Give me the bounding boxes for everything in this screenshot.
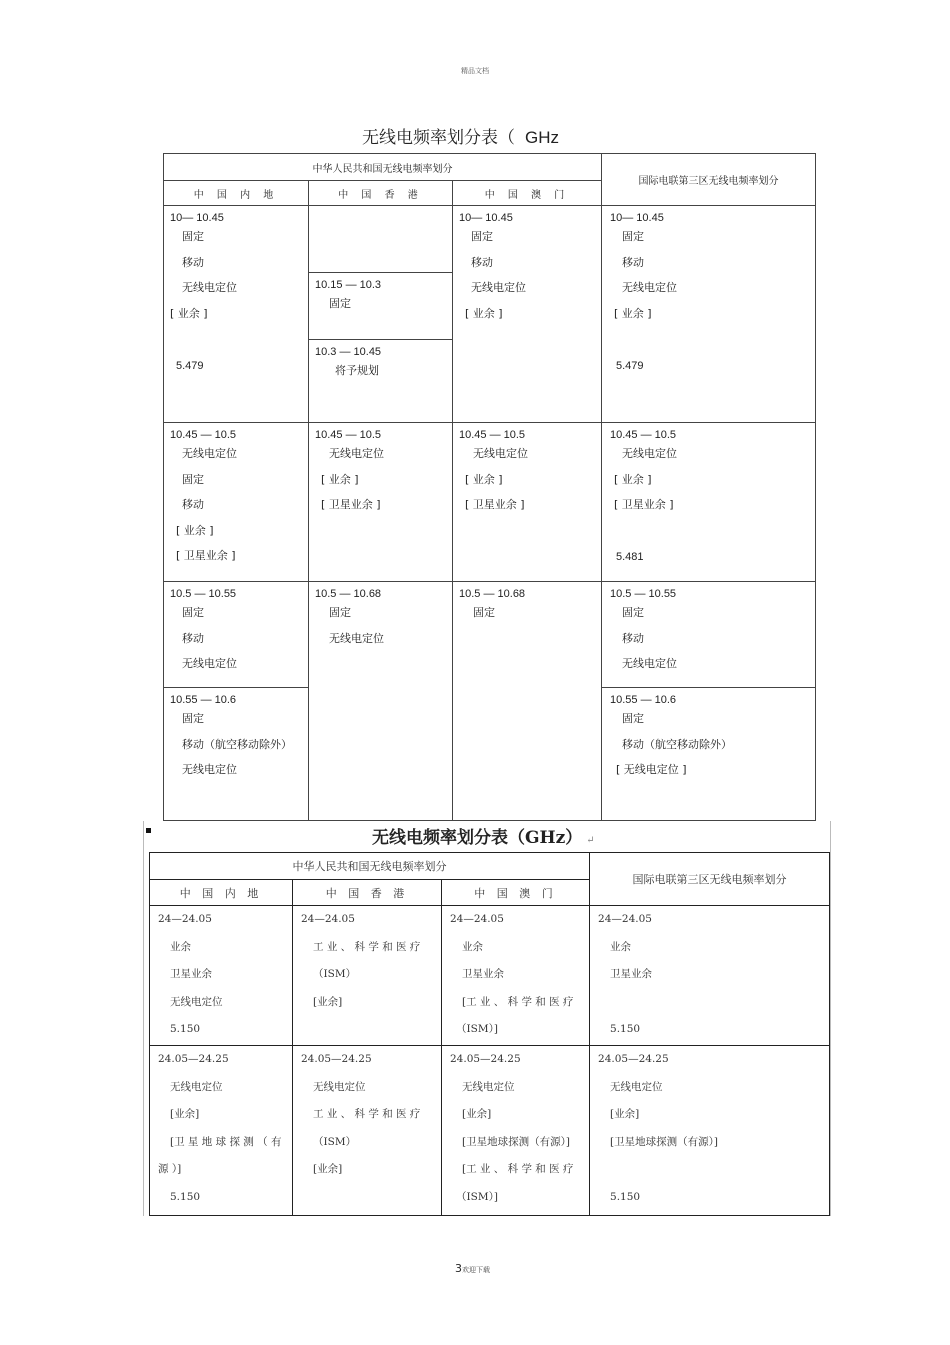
frequency-table-10ghz: [163, 153, 816, 821]
cell-macao-r2: 10.45 — 10.5 无线电定位 [ 业余 ] [ 卫星业余 ]: [453, 423, 602, 582]
itu-header: 国际电联第三区无线电频率划分: [602, 154, 816, 206]
cell2-itu-r1: 24—24.05 业余 卫星业余 5.150: [590, 906, 830, 1046]
cell2-itu-r2: 24.05—24.25 无线电定位 [业余] [卫星地球探测（有源）] 5.150: [590, 1046, 830, 1216]
cell-mainland-r3a: 10.5 — 10.55 固定 移动 无线电定位: [164, 582, 309, 688]
group-header-2: 中华人民共和国无线电频率划分: [150, 853, 590, 880]
cell-mainland-r3b: 10.55 — 10.6 固定 移动（航空移动除外） 无线电定位: [164, 688, 309, 821]
itu-header-2: 国际电联第三区无线电频率划分: [590, 853, 830, 906]
cell-itu-r3a: 10.5 — 10.55 固定 移动 无线电定位: [602, 582, 816, 688]
col-hk-2: 中 国 香 港: [293, 880, 442, 906]
cell-hk-r3: 10.5 — 10.68 固定 无线电定位: [309, 582, 453, 821]
col-mainland: 中 国 内 地: [164, 181, 309, 206]
cell-hk-r2: 10.45 — 10.5 无线电定位 [ 业余 ] [ 卫星业余 ]: [309, 423, 453, 582]
col-macao-2: 中 国 澳 门: [442, 880, 590, 906]
frequency-table-24ghz: [149, 852, 830, 1216]
cell-mainland-r2: 10.45 — 10.5 无线电定位 固定 移动 [ 业余 ] [ 卫星业余 ]: [164, 423, 309, 582]
cell2-hk-r2: 24.05—24.25 无线电定位 工 业 、 科 学 和 医 疗 （ISM） [业余]: [293, 1046, 442, 1216]
cell-itu-r1: 10— 10.45 固定 移动 无线电定位 [ 业余 ] 5.479: [602, 206, 816, 423]
scan-edge-left: [143, 821, 147, 1216]
cell2-hk-r1: 24—24.05 工 业 、 科 学 和 医 疗 （ISM） [业余]: [293, 906, 442, 1046]
cell-mainland-r1: 10— 10.45 固定 移动 无线电定位 [ 业余 ] 5.479: [164, 206, 309, 423]
cell2-mainland-r2: 24.05—24.25 无线电定位 [业余] [卫 星 地 球 探 测 （ 有 源 ）] 5.150: [150, 1046, 293, 1216]
cell-macao-r3: 10.5 — 10.68 固定: [453, 582, 602, 821]
cell2-macao-r2: 24.05—24.25 无线电定位 [业余] [卫星地球探测（有源）] [工 业 、 科 学 和 医 疗 （ISM）]: [442, 1046, 590, 1216]
cell-hk-r1-empty: [309, 206, 453, 273]
cell-hk-r1a: 10.15 — 10.3 固定: [309, 273, 453, 340]
col-macao: 中 国 澳 门: [453, 181, 602, 206]
page-footer: 3欢迎下载: [455, 1262, 490, 1275]
col-hk: 中 国 香 港: [309, 181, 453, 206]
cell-hk-r1b: 10.3 — 10.45 将予规划: [309, 340, 453, 423]
cell-itu-r2: 10.45 — 10.5 无线电定位 [ 业余 ] [ 卫星业余 ] 5.481: [602, 423, 816, 582]
col-mainland-2: 中 国 内 地: [150, 880, 293, 906]
group-header: 中华人民共和国无线电频率划分: [164, 154, 602, 181]
cell-macao-r1: 10— 10.45 固定 移动 无线电定位 [ 业余 ]: [453, 206, 602, 423]
bullet-mark: [146, 828, 151, 833]
cell-itu-r3b: 10.55 — 10.6 固定 移动（航空移动除外） [ 无线电定位 ]: [602, 688, 816, 821]
page-header: 精品文档: [461, 67, 489, 75]
scan-edge-right: [830, 821, 834, 1216]
table2-title: 无线电频率划分表（GHz） ↵: [372, 828, 595, 848]
cell2-mainland-r1: 24—24.05 业余 卫星业余 无线电定位 5.150: [150, 906, 293, 1046]
table-title: 无线电频率划分表（ GHz: [362, 128, 559, 148]
cell2-macao-r1: 24—24.05 业余 卫星业余 [工 业 、 科 学 和 医 疗 （ISM）]: [442, 906, 590, 1046]
